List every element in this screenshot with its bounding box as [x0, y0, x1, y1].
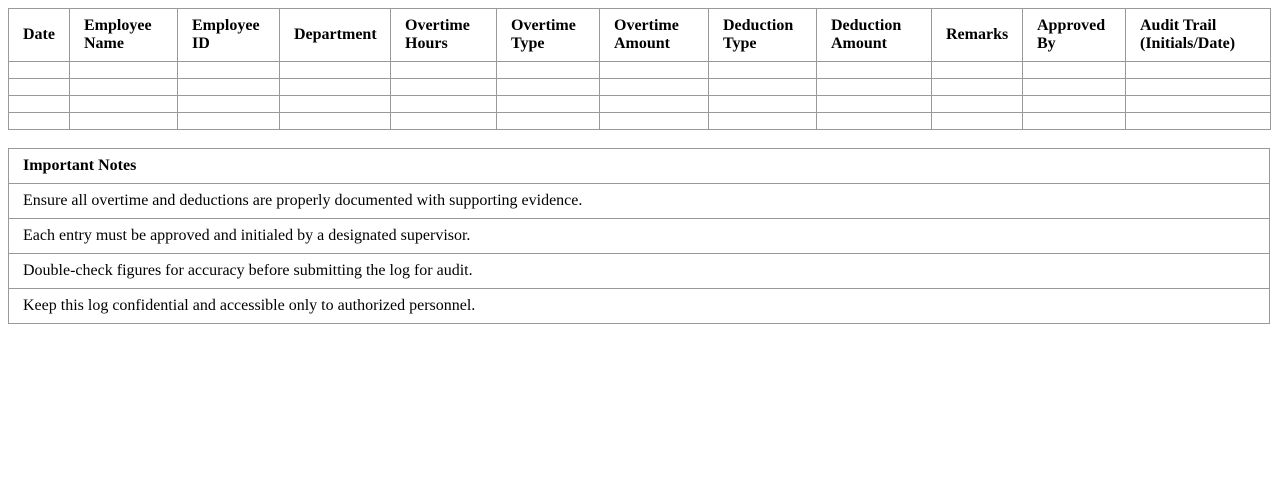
table-cell[interactable] [932, 113, 1023, 130]
table-cell[interactable] [9, 62, 70, 79]
table-cell[interactable] [280, 113, 391, 130]
note-item: Each entry must be approved and initialed by a designated supervisor. [9, 219, 1270, 254]
column-header-employee-id: Employee ID [178, 9, 280, 62]
table-cell[interactable] [817, 62, 932, 79]
table-cell[interactable] [1023, 79, 1126, 96]
column-header-employee-name: Employee Name [70, 9, 178, 62]
table-cell[interactable] [1023, 96, 1126, 113]
table-cell[interactable] [600, 113, 709, 130]
column-header-deduction-amount: Deduction Amount [817, 9, 932, 62]
table-cell[interactable] [497, 79, 600, 96]
table-row [9, 79, 1271, 96]
table-cell[interactable] [391, 79, 497, 96]
note-item: Keep this log confidential and accessible only to authorized personnel. [9, 289, 1270, 324]
table-cell[interactable] [497, 62, 600, 79]
column-header-overtime-hours: Overtime Hours [391, 9, 497, 62]
table-cell[interactable] [600, 96, 709, 113]
table-cell[interactable] [709, 96, 817, 113]
table-cell[interactable] [932, 96, 1023, 113]
table-cell[interactable] [391, 62, 497, 79]
table-cell[interactable] [497, 113, 600, 130]
note-row [9, 289, 1270, 324]
notes-title: Important Notes [9, 149, 1270, 184]
table-header-row [9, 9, 1271, 62]
page-container [8, 8, 1270, 324]
table-row [9, 62, 1271, 79]
table-cell[interactable] [178, 79, 280, 96]
table-cell[interactable] [932, 79, 1023, 96]
table-cell[interactable] [600, 62, 709, 79]
table-row [9, 113, 1271, 130]
table-cell[interactable] [9, 113, 70, 130]
notes-header-row [9, 149, 1270, 184]
overtime-deduction-log-table [8, 8, 1271, 130]
table-cell[interactable] [9, 96, 70, 113]
table-cell[interactable] [932, 62, 1023, 79]
table-cell[interactable] [1023, 113, 1126, 130]
table-cell[interactable] [709, 113, 817, 130]
table-cell[interactable] [178, 96, 280, 113]
table-cell[interactable] [600, 79, 709, 96]
table-cell[interactable] [70, 113, 178, 130]
table-cell[interactable] [1126, 96, 1271, 113]
table-cell[interactable] [9, 79, 70, 96]
note-item: Ensure all overtime and deductions are properly documented with supporting evidence. [9, 184, 1270, 219]
table-cell[interactable] [391, 113, 497, 130]
column-header-date: Date [9, 9, 70, 62]
table-cell[interactable] [497, 96, 600, 113]
column-header-department: Department [280, 9, 391, 62]
table-cell[interactable] [280, 96, 391, 113]
table-cell[interactable] [70, 96, 178, 113]
table-cell[interactable] [1126, 113, 1271, 130]
column-header-overtime-amount: Overtime Amount [600, 9, 709, 62]
table-cell[interactable] [817, 113, 932, 130]
table-row [9, 96, 1271, 113]
table-cell[interactable] [1126, 79, 1271, 96]
column-header-approved-by: Approved By [1023, 9, 1126, 62]
column-header-overtime-type: Overtime Type [497, 9, 600, 62]
table-cell[interactable] [1023, 62, 1126, 79]
table-cell[interactable] [817, 96, 932, 113]
note-row [9, 184, 1270, 219]
table-cell[interactable] [280, 62, 391, 79]
column-header-remarks: Remarks [932, 9, 1023, 62]
table-cell[interactable] [1126, 62, 1271, 79]
table-cell[interactable] [391, 96, 497, 113]
table-cell[interactable] [709, 62, 817, 79]
note-item: Double-check figures for accuracy before submitting the log for audit. [9, 254, 1270, 289]
table-cell[interactable] [709, 79, 817, 96]
column-header-deduction-type: Deduction Type [709, 9, 817, 62]
column-header-audit-trail: Audit Trail (Initials/Date) [1126, 9, 1271, 62]
table-cell[interactable] [70, 79, 178, 96]
note-row [9, 254, 1270, 289]
important-notes-table [8, 148, 1270, 324]
table-cell[interactable] [178, 113, 280, 130]
table-cell[interactable] [70, 62, 178, 79]
note-row [9, 219, 1270, 254]
table-cell[interactable] [178, 62, 280, 79]
table-cell[interactable] [817, 79, 932, 96]
table-cell[interactable] [280, 79, 391, 96]
